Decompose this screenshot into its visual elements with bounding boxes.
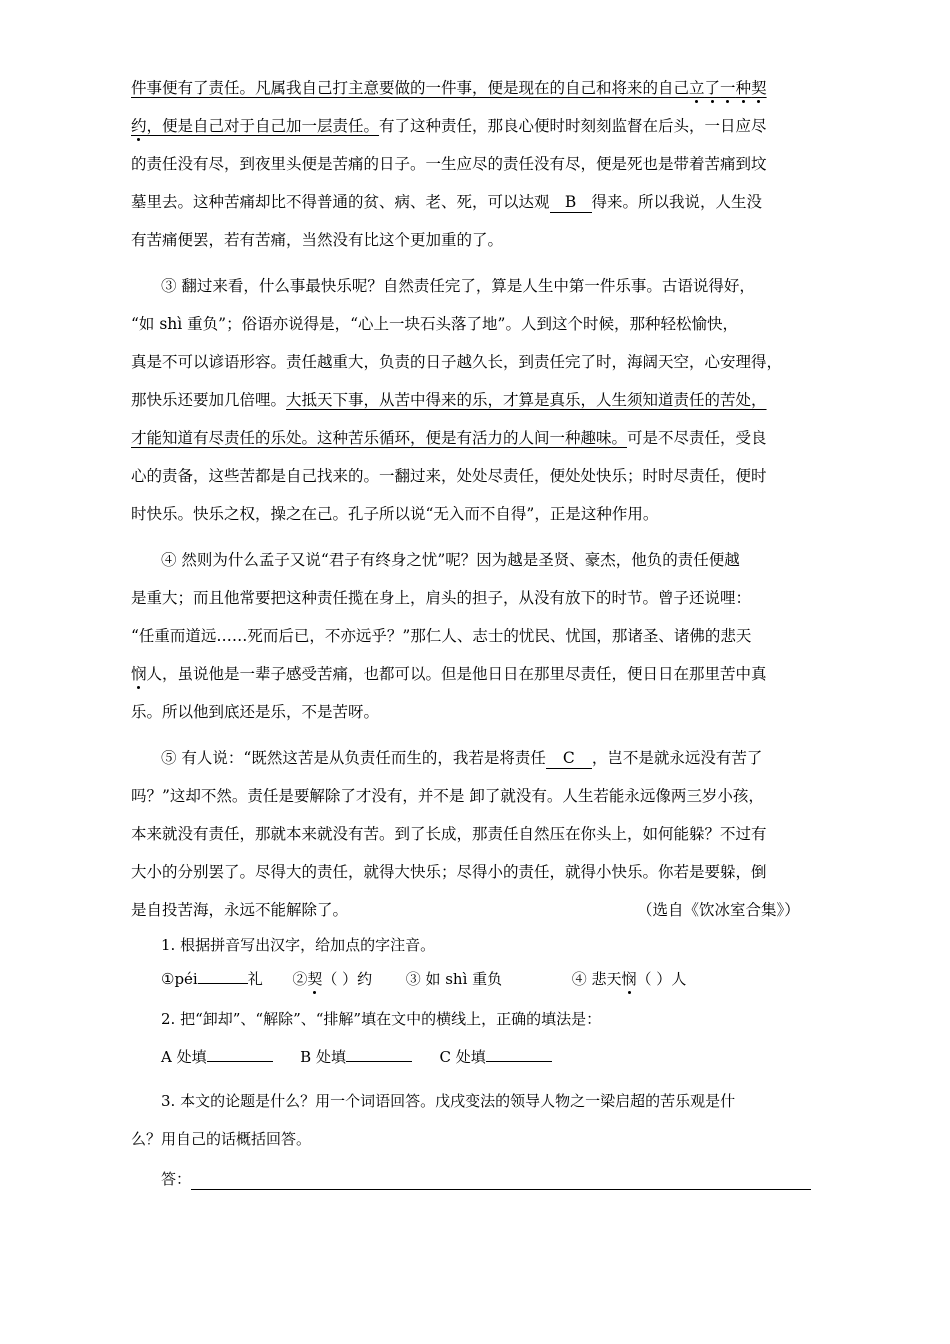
q2-label-a: A 处填 [161,1048,207,1066]
passage-text: 那快乐还要加几倍哩。 [131,391,287,409]
passage-line [131,190,762,214]
passage-line: ③ 翻过来看，什么事最快乐呢？自然责任完了，算是人生中第一件乐事。古语说得好， [161,277,755,295]
passage-line: 吗？”这却不然。责任是要解除了才没有，并不是 卸了就没有。人生若能永远像两三岁小孩， [131,787,764,805]
question-2: 2. 把“卸却”、“解除”、“排解”填在文中的横线上，正确的填法是： [161,1010,602,1028]
q2-label-b: B 处填 [300,1048,346,1066]
passage-line: ④ 然则为什么孟子又说“君子有终身之忧”呢？因为越是圣贤、豪杰，他负的责任便越 [161,551,740,569]
q2-b-answer-blank[interactable] [346,1061,412,1062]
dotted-char: 悯 [131,665,147,683]
passage-text: 人，虽说他是一辈子感受苦痛，也都可以。但是他日日在那里尽责任，便日日在那里苦中真 [146,665,767,683]
answer-row [161,1168,811,1190]
question-2-blanks [161,1046,552,1068]
dotted-char: 了 [704,79,721,97]
dotted-char: 契 [751,79,767,97]
passage-text: ，岂不是就永远没有苦了 [591,749,763,767]
q1-d-answer-paren[interactable]: （ ） [636,970,672,988]
passage-line: 本来就没有责任，那就本来就没有苦。到了长成，那责任自然压在你头上，如何能躲？不过有 [131,825,767,843]
passage-line: 的责任没有尽，到夜里头便是苦痛的日子。一生应尽的责任没有尽，便是死也是带着苦痛到坟 [131,155,767,173]
source-citation: （选自《饮冰室合集》） [637,901,800,919]
passage-text: 可是不尽责任，受良 [627,429,767,447]
q2-c-answer-blank[interactable] [486,1061,552,1062]
passage-text: 墓里去。这种苦痛却比不得普通的贫、病、老、死，可以达观 [131,193,550,211]
underlined-sentence: 大抵天下事，从苦中得来的乐，才算是真乐，人生须知道责任的苦处， [286,391,767,409]
passage-line [131,662,767,686]
blank-c: C [546,748,592,769]
q1-item-d-num: ④ 悲天 [571,970,622,988]
passage-text: 有了这种责任，那良心便时时刻刻监督在后头，一日应尽 [379,117,767,135]
passage-line [161,746,762,770]
answer-label: 答： [161,1170,192,1188]
dotted-char: 约 [131,117,147,135]
question-1: 1. 根据拼音写出汉字，给加点的字注音。 [161,936,436,954]
passage-line: 是重大；而且他常要把这种责任揽在身上，肩头的担子，从没有放下的时节。曾子还说哩： [131,589,752,607]
passage-line: 乐。所以他到底还是乐，不是苦呀。 [131,703,380,721]
q1-item-b-num: ② [292,970,308,988]
underlined-sentence: ，便是自己对于自己加一层责任。 [146,117,380,135]
underlined-sentence: 件事便有了责任。凡属我自己打主意要做的一件事，便是现在的自己和将来的自己 [131,79,690,97]
q1-item-c: ③ 如 shì 重负 [405,970,503,988]
passage-line: “如 shì 重负”；俗语亦说得是，“心上一块石头落了地”。人到这个时候，那种轻松愉快， [131,315,738,333]
q1-item-a-tail: 礼 [247,970,263,988]
question-3: 3. 本文的论题是什么？用一个词语回答。戊戌变法的领导人物之一梁启超的苦乐观是什 [161,1092,736,1110]
answer-line[interactable] [191,1173,811,1190]
passage-line: 心的责备，这些苦都是自己找来的。一翻过来，处处尽责任，便处处快乐；时时尽责任，便时 [131,467,767,485]
underlined-sentence: 才能知道有尽责任的乐处。这种苦乐循环，便是有活力的人间一种趣味。 [131,429,628,447]
question-3-cont: 么？用自己的话概括回答。 [131,1130,312,1148]
passage-text: 得来。所以我说，人生没 [591,193,763,211]
passage-line [131,114,767,138]
q1-item-a: ①péi [161,970,198,988]
q1-item-d-tail: 人 [671,970,687,988]
dotted-char: 种 [735,79,752,97]
passage-line [131,426,767,450]
q2-a-answer-blank[interactable] [207,1061,273,1062]
passage-line: 有苦痛便罢，若有苦痛，当然没有比这个更加重的了。 [131,231,504,249]
passage-line: 是自投苦海，永远不能解除了。 [131,901,349,919]
blank-b: B [550,192,592,213]
dotted-char: 一 [720,79,736,97]
passage-line: 时快乐。快乐之权，操之在己。孔子所以说“无入而不自得”，正是这种作用。 [131,505,659,523]
passage-line: 大小的分别罢了。尽得大的责任，就得大快乐；尽得小的责任，就得小快乐。你若是要躲，倒 [131,863,767,881]
passage-line [131,76,767,100]
dotted-char: 立 [689,79,705,97]
q1-item-b-tail: 约 [357,970,373,988]
dotted-char: 悯 [621,970,637,988]
passage-line [131,388,767,412]
passage-line: “任重而道远……死而后已，不亦远乎？”那仁人、志士的忧民、忧国，那诸圣、诸佛的悲天 [131,627,752,645]
q1-b-answer-paren[interactable]: （ ） [322,970,358,988]
question-1-items [161,968,686,990]
passage-line: 真是不可以谚语形容。责任越重大，负责的日子越久长，到责任完了时，海阔天空，心安理得， [131,353,783,371]
q1-a-answer-blank[interactable] [198,983,248,984]
q2-label-c: C 处填 [439,1048,486,1066]
passage-text: ⑤ 有人说：“既然这苦是从负责任而生的，我若是将责任 [161,749,546,767]
dotted-char: 契 [307,970,323,988]
